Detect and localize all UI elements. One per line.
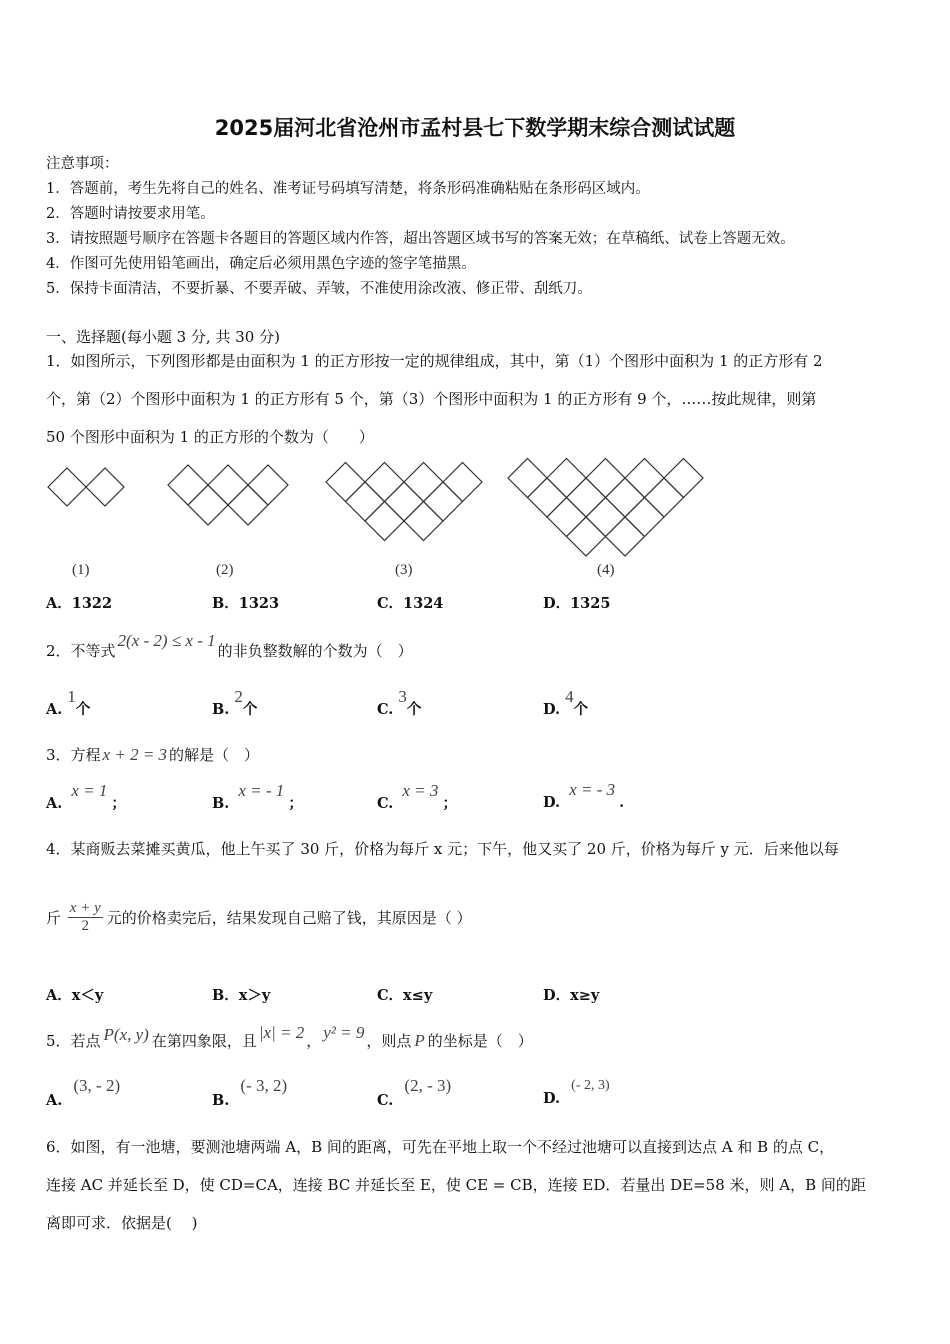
option-value: 3 — [398, 687, 407, 706]
q3-option-d[interactable] — [543, 780, 625, 812]
option-punct: ； — [111, 795, 126, 812]
q3-prefix: 3．方程 — [46, 746, 101, 764]
figure-3 — [326, 463, 482, 541]
note-item: 1．答题前，考生先将自己的姓名、准考证号码填写清楚，将条形码准确粘贴在条形码区域内。 — [46, 181, 650, 197]
q5-point: P(x, y) — [103, 1025, 149, 1044]
option-value: (- 3, 2) — [240, 1076, 288, 1095]
option-value: x = - 1 — [238, 781, 285, 800]
q5-point-p: P — [414, 1031, 425, 1050]
q1-line2: 个，第（2）个图形中面积为 1 的正方形有 5 个，第（3）个图形中面积为 1 的正方形有 9 个，……按此规律，则第 — [46, 390, 817, 408]
figure-2 — [168, 465, 288, 525]
q3-suffix: 的解是（ ） — [169, 746, 260, 764]
q4-option-c[interactable]: C．x≤y — [377, 987, 433, 1004]
q6-line3: 离即可求．依据是( ) — [46, 1214, 198, 1232]
q4-pre: 斤 — [46, 909, 62, 927]
q5-comma: ， — [306, 1032, 322, 1050]
q2-option-c[interactable] — [377, 687, 422, 719]
q5-suffix: 的坐标是（ ） — [427, 1032, 533, 1050]
q2-prefix: 2．不等式 — [46, 642, 116, 660]
option-value: x = 1 — [71, 781, 108, 800]
q1-option-b[interactable]: B．1323 — [212, 595, 280, 612]
option-unit: 个 — [242, 701, 258, 718]
option-letter: B. — [212, 1092, 230, 1109]
option-letter: D. — [543, 1090, 561, 1107]
q5-mid2: ，则点 — [366, 1032, 412, 1050]
q3-equation: x + 2 = 3 — [102, 745, 168, 764]
q4-option-a[interactable]: A．x＜y — [46, 987, 104, 1004]
q3-option-c[interactable] — [377, 781, 457, 813]
q4-line1: 4．某商贩去菜摊买黄瓜，他上午买了 30 斤，价格为每斤 x 元；下午，他又买了 20 斤，价格为每斤 y 元．后来他以每 — [46, 840, 839, 858]
option-value: x = - 3 — [569, 780, 616, 799]
option-letter: C. — [377, 795, 394, 812]
option-letter: D. — [543, 701, 561, 718]
note-item: 4．作图可先使用铅笔画出，确定后必须用黑色字迹的签字笔描黑。 — [46, 256, 476, 272]
option-value: (2, - 3) — [404, 1076, 452, 1095]
option-value: 1 — [67, 687, 76, 706]
option-value: x = 3 — [402, 781, 439, 800]
q3-option-b[interactable] — [212, 781, 303, 813]
q4-post: 元的价格卖完后，结果发现自己赔了钱，其原因是（ ） — [106, 909, 472, 927]
note-item: 2．答题时请按要求用笔。 — [46, 206, 215, 222]
q4-fraction — [68, 900, 103, 935]
q5-option-d[interactable] — [543, 1078, 616, 1108]
q1-line1: 1．如图所示，下列图形都是由面积为 1 的正方形按一定的规律组成，其中，第（1）个图形中面积为 1 的正方形有 2 — [46, 352, 823, 370]
option-letter: C. — [377, 701, 394, 718]
option-unit: 个 — [406, 701, 422, 718]
q2-prompt — [46, 631, 413, 661]
option-punct: ； — [288, 795, 303, 812]
q1-line3: 50 个图形中面积为 1 的正方形的个数为（ ） — [46, 428, 374, 446]
q3-prompt — [46, 744, 259, 765]
notes-heading: 注意事项： — [46, 156, 119, 172]
q5-prompt — [46, 1023, 533, 1051]
option-letter: B. — [212, 701, 230, 718]
option-value: 4 — [565, 687, 574, 706]
q4-line2 — [46, 900, 472, 935]
q4-option-b[interactable]: B．x＞y — [212, 987, 271, 1004]
option-unit: 个 — [573, 701, 589, 718]
figure-label: (2) — [216, 562, 234, 578]
q2-option-d[interactable] — [543, 687, 589, 719]
option-letter: D. — [543, 794, 561, 811]
q3-option-a[interactable] — [46, 781, 126, 813]
option-letter: B. — [212, 795, 230, 812]
q5-mid: 在第四象限，且 — [151, 1032, 257, 1050]
section-heading: 一、选择题(每小题 3 分, 共 30 分) — [46, 328, 280, 346]
q5-prefix: 5．若点 — [46, 1032, 101, 1050]
option-letter: A. — [46, 795, 63, 812]
option-value: (3, - 2) — [73, 1076, 121, 1095]
q5-option-c[interactable] — [377, 1076, 457, 1110]
figure-label: (4) — [597, 562, 615, 578]
page-title: 2025届河北省沧州市孟村县七下数学期末综合测试试题 — [214, 116, 736, 140]
option-letter: C. — [377, 1092, 394, 1109]
option-value: (- 2, 3) — [571, 1078, 610, 1093]
q1-option-d[interactable]: D．1325 — [543, 595, 611, 612]
q4-option-d[interactable]: D．x≥y — [543, 987, 600, 1004]
note-item: 3．请按照题号顺序在答题卡各题目的答题区域内作答，超出答题区域书写的答案无效；在草稿纸、试卷上答题无效。 — [46, 231, 795, 247]
q5-y-squared: y² = 9 — [323, 1023, 365, 1042]
figure-label: (3) — [395, 562, 413, 578]
figure-1 — [48, 468, 124, 506]
option-value: 2 — [234, 687, 243, 706]
fraction-denominator: 2 — [81, 918, 90, 934]
option-punct: ； — [442, 795, 457, 812]
figure-label: (1) — [72, 562, 90, 578]
q2-inequality: 2(x - 2) ≤ x - 1 — [117, 631, 216, 650]
q6-line1: 6．如图，有一池塘，要测池塘两端 A，B 间的距离，可先在平地上取一个不经过池塘可以直接到达点 A 和 B 的点 C， — [46, 1138, 835, 1156]
q2-option-a[interactable] — [46, 687, 91, 719]
fraction-numerator: x + y — [69, 900, 101, 916]
figure-4 — [508, 459, 703, 557]
option-punct: . — [619, 794, 625, 811]
q1-option-a[interactable]: A．1322 — [46, 595, 113, 612]
q1-figure — [40, 455, 720, 590]
option-unit: 个 — [75, 701, 91, 718]
q5-abs-x: |x| = 2 — [258, 1023, 305, 1042]
q2-option-b[interactable] — [212, 687, 258, 719]
option-letter: A. — [46, 1092, 63, 1109]
option-letter: A. — [46, 701, 63, 718]
q2-suffix: 的非负整数解的个数为（ ） — [217, 642, 413, 660]
q1-option-c[interactable]: C．1324 — [377, 595, 444, 612]
q5-option-a[interactable] — [46, 1076, 126, 1110]
q5-option-b[interactable] — [212, 1076, 293, 1110]
q6-line2: 连接 AC 并延长至 D，使 CD=CA，连接 BC 并延长至 E，使 CE = CB，连接 ED．若量出 DE=58 米，则 A，B 间的距 — [46, 1176, 866, 1194]
note-item: 5．保持卡面清洁，不要折暴、不要弄破、弄皱，不准使用涂改液、修正带、刮纸刀。 — [46, 281, 592, 297]
